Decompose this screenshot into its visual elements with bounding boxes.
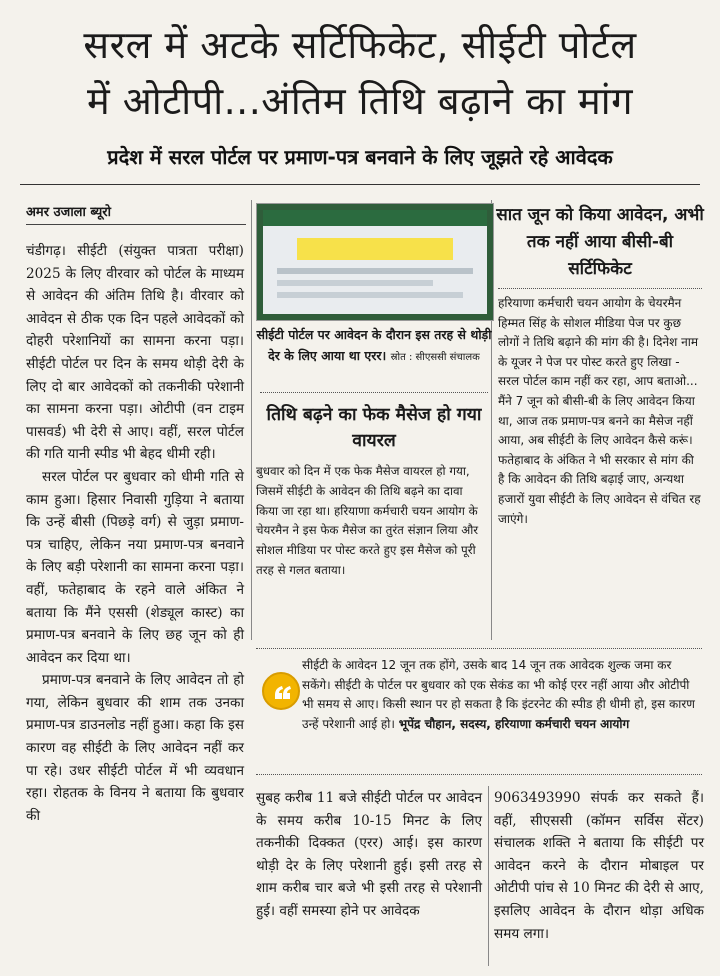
portal-screenshot-photo <box>256 203 494 321</box>
photo-source: स्रोत : सीएससी संचालक <box>390 352 480 363</box>
official-quote-signature: भूपेंद्र चौहान, सदस्य, हरियाणा कर्मचारी चयन आयोग <box>398 716 630 731</box>
byline: अमर उजाला ब्यूरो <box>26 205 111 220</box>
headline-line-2: में ओटीपी...अंतिम तिथि बढ़ाने का मांग <box>86 79 634 123</box>
headline-line-1: सरल में अटके सर्टिफिकेट, सीईटी पोर्टल <box>83 23 637 67</box>
quote-icon <box>262 672 300 710</box>
right-box-text: हरियाणा कर्मचारी चयन आयोग के चेयरमैन हिम्मत सिंह के सोशल मीडिया पेज पर कुछ लोगों ने तिथि बढ़ाने की मांग की है। दिनेश नाम के यूजर ने पेज पर पोस्ट करते हुए लिखा - सरल पोर्टल काम नहीं कर रहा, आप बताओ... मैंने 7 जून को बीसी-बी के लिए आवेदन किया था, आज तक प्रमाण-पत्र बनने का मैसेज नहीं आया, अब सीईटी के लिए आवेदन कैसे करूं। फतेहाबाद के अंकित ने भी सरकार से मांग की है कि आवेदन की तिथि बढ़ाई जाए, अन्यथा हजारों युवा सीईटी के लिए आवेदन से वंचित रह जाएंगे। <box>498 296 701 526</box>
column-divider-3 <box>488 786 489 966</box>
photo-caption <box>256 324 492 368</box>
subheadline: प्रदेश में सरल पोर्टल पर प्रमाण-पत्र बनवाने के लिए जूझते रहे आवेदक <box>107 145 613 169</box>
fake-box-top-rule <box>260 392 488 393</box>
column-divider-1 <box>251 200 252 640</box>
left-column <box>26 240 244 827</box>
official-quote <box>302 656 702 734</box>
right-box-heading: सात जून को किया आवेदन, अभी तक नहीं आया बीसी-बी सर्टिफिकेट <box>496 205 704 279</box>
headline-rule <box>20 184 700 185</box>
bottom-middle-column: सुबह करीब 11 बजे सीईटी पोर्टल पर आवेदन के समय करीब 10-15 मिनट के लिए तकनीकी दिक्कत (एरर) आई। इस कारण थोड़ी देर के लिए परेशानी हुई। इसी तरह से शाम करीब चार बजे भी इसी तरह से परेशानी हुई। वहीं समस्या होने पर आवेदक <box>256 790 482 919</box>
quote-top-rule <box>256 648 702 649</box>
fake-message-heading: तिथि बढ़ने का फेक मैसेज हो गया वायरल <box>266 405 482 451</box>
right-box-rule <box>498 288 702 289</box>
quote-bottom-rule <box>256 774 702 775</box>
left-paragraph-1: चंडीगढ़। सीईटी (संयुक्त पात्रता परीक्षा) 2025 के लिए वीरवार को पोर्टल के माध्यम से आवेदन की अंतिम तिथि है। वीरवार को आवेदन से ठीक एक दिन पहले आवेदकों को दोहरी परेशानियों का सामना करना पड़ा। सीईटी पोर्टल पर दिन के समय थोड़ी देरी के लिए दो बार आवेदकों को तकनीकी परेशानी का सामना करना पड़ा। ओटीपी (वन टाइम पासवर्ड) भी देरी से आए। वहीं, सरल पोर्टल की गति यानी स्पीड भी बेहद धीमी रही। <box>26 243 244 463</box>
photo-caption-text: सीईटी पोर्टल पर आवेदन के दौरान इस तरह से थोड़ी देर के लिए आया था एरर। <box>256 327 492 363</box>
left-paragraph-3: प्रमाण-पत्र बनवाने के लिए आवेदन तो हो गया, लेकिन बुधवार की शाम तक उनका प्रमाण-पत्र डाउनलोड नहीं हुआ। कहा कि इस कारण वह सीईटी के लिए आवेदन नहीं कर पा रहे। उधर सीईटी पोर्टल में भी व्यवधान रहा। रोहतक के विनय ने बताया कि बुधवार की <box>26 672 244 824</box>
fake-message-text: बुधवार को दिन में एक फेक मैसेज वायरल हो गया, जिसमें सीईटी के आवेदन की तिथि बढ़ने का दावा किया जा रहा था। हरियाणा कर्मचारी चयन आयोग के चेयरमैन ने इस फेक मैसेज का तुरंत संज्ञान लिया और सोशल मीडिया पर पोस्ट करते हुए इस मैसेज को पूरी तरह से गलत बताया। <box>256 464 479 577</box>
left-paragraph-2: सरल पोर्टल पर बुधवार को धीमी गति से काम हुआ। हिसार निवासी गुड़िया ने बताया कि उन्हें बीसी (पिछड़े वर्ग) से जुड़ा प्रमाण-पत्र चाहिए, लेकिन नया प्रमाण-पत्र बनवाने के लिए बड़ी परेशानी का सामना करना पड़ा। वहीं, फतेहाबाद के रहने वाले अंकित ने बताया कि मैंने एससी (शेड्यूल कास्ट) का प्रमाण-पत्र बनवाने के लिए छह जून को ही आवेदन कर दिया था। <box>26 468 244 666</box>
official-quote-text: सीईटी के आवेदन 12 जून तक होंगे, उसके बाद 14 जून तक आवेदक शुल्क जमा कर सकेंगे। सीईटी के पोर्टल पर बुधवार को एक सेकंड का भी कोई एरर नहीं आया और ओटीपी भी समय से आए। किसी स्थान पर हो सकता है कि इंटरनेट की स्पीड ही धीमी हो, इस कारण उन्हें परेशानी आई हो। <box>302 658 695 731</box>
bottom-right-column: 9063493990 संपर्क कर सकते हैं। वहीं, सीएससी (कॉमन सर्विस सेंटर) संचालक शक्ति ने बताया कि सीईटी पर आवेदन करने के दौरान मोबाइल पर ओटीपी पांच से 10 मिनट की देरी से आए, इसलिए आवेदन के दौरान थोड़ा अधिक समय लगा। <box>494 790 704 942</box>
byline-rule <box>26 224 246 225</box>
